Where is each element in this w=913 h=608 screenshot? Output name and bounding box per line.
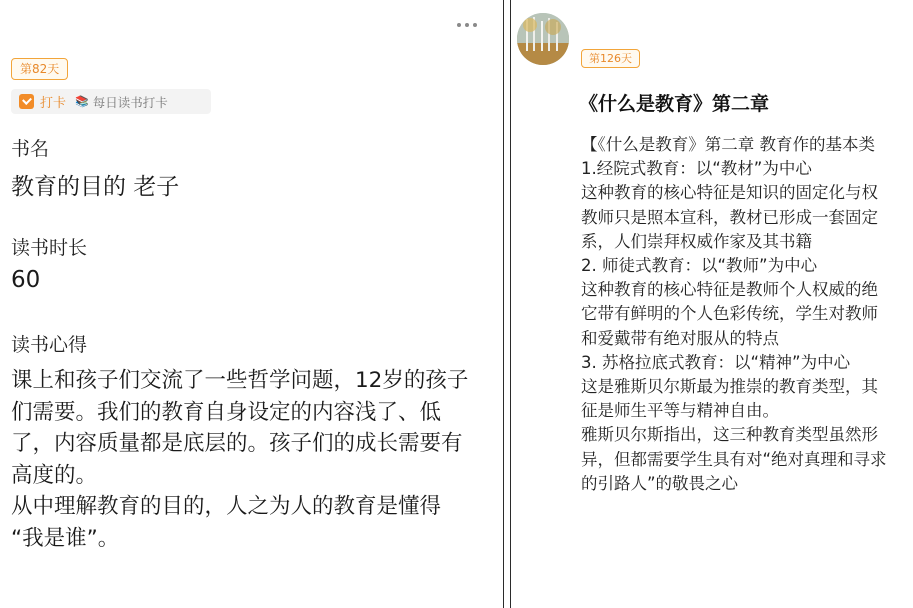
notes-line: 了，内容质量都是底层的。孩子们的成长需要有 — [11, 431, 463, 456]
article-line: 这种教育的核心特征是知识的固定化与权 — [581, 183, 878, 203]
article-line: 3. 苏格拉底式教育：以“精神”为中心 — [581, 352, 851, 372]
avatar[interactable] — [517, 13, 569, 65]
article-line: 这是雅斯贝尔斯最为推崇的教育类型，其 — [581, 377, 878, 397]
checkbox-icon — [19, 94, 34, 109]
notes-line: 课上和孩子们交流了一些哲学问题，12岁的孩子 — [11, 368, 469, 393]
article-line: 的引路人”的敬畏之心 — [581, 473, 739, 493]
article-line: 教师只是照本宣科，教材已形成一套固定 — [581, 207, 878, 227]
article-title: 《什么是教育》第二章 — [579, 93, 770, 115]
checkin-label: 打卡 — [40, 96, 67, 111]
article-line: 【《什么是教育》第二章 教育作的基本类 — [581, 135, 875, 154]
article-line: 它带有鲜明的个人色彩传统，学生对教师 — [581, 304, 878, 324]
notes-line: 们需要。我们的教育自身设定的内容浅了、低 — [11, 399, 442, 425]
article-line: 2. 师徒式教育：以“教师”为中心 — [581, 256, 818, 276]
day-count-badge: 第126天 — [581, 49, 640, 68]
article-line: 异，但都需要学生具有对“绝对真理和寻求 — [581, 449, 887, 469]
article-line: 雅斯贝尔斯指出，这三种教育类型虽然形 — [581, 425, 878, 445]
notes-line: 从中理解教育的目的，人之为人的教育是懂得 — [11, 494, 442, 519]
more-options-icon[interactable] — [452, 17, 482, 33]
checkin-topic: 每日读书打卡 — [92, 94, 168, 110]
reading-duration-label: 读书时长 — [11, 237, 88, 259]
article-body — [581, 133, 887, 496]
reading-notes-text — [11, 365, 499, 554]
article-line: 系，人们崇拜权威作家及其书籍 — [581, 231, 812, 251]
reading-duration-value: 60 — [11, 267, 41, 293]
article-line: 和爱戴带有绝对服从的特点 — [581, 328, 779, 348]
checkin-tag[interactable] — [11, 89, 211, 114]
notes-line: “我是谁”。 — [11, 525, 120, 551]
reading-notes-label: 读书心得 — [11, 334, 88, 356]
books-icon: 📚 — [75, 95, 89, 108]
book-title-value: 教育的目的 老子 — [11, 174, 180, 200]
article-line: 这种教育的核心特征是教师个人权威的绝 — [581, 280, 878, 300]
article-line: 征是师生平等与精神自由。 — [581, 401, 779, 421]
book-title-label: 书名 — [11, 138, 50, 160]
avatar-image — [517, 13, 569, 65]
article-line: 1.经院式教育：以“教材”为中心 — [581, 159, 812, 179]
panel-divider — [503, 0, 511, 608]
day-count-badge: 第82天 — [11, 58, 68, 80]
right-post-panel — [511, 0, 913, 608]
notes-line: 高度的。 — [11, 462, 98, 488]
